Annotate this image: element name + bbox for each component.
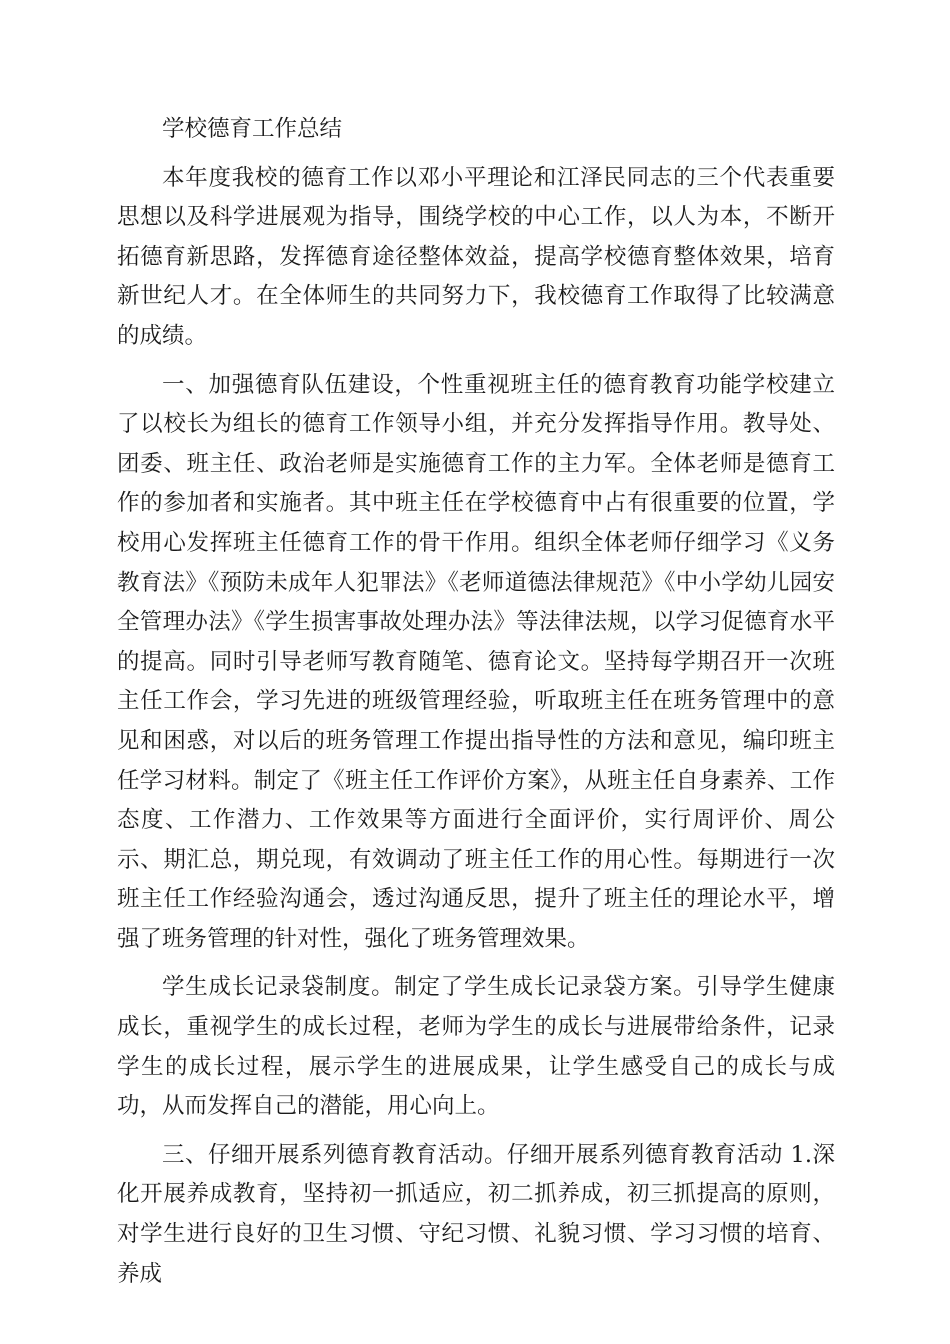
paragraph-intro: 本年度我校的德育工作以邓小平理论和江泽民同志的三个代表重要思想以及科学进展观为指导，围绕学校的中心工作，以人为本，不断开拓德育新思路，发挥德育途径整体效益，提高学校德育整体效果，培育新世纪人才。在全体师生的共同努力下，我校德育工作取得了比较满意的成绩。: [117, 164, 835, 349]
paragraph-section-three: 三、仔细开展系列德育教育活动。仔细开展系列德育教育活动 1.深化开展养成教育，坚持初一抓适应，初二抓养成，初三抓提高的原则，对学生进行良好的卫生习惯、守纪习惯、礼貌习惯、学习习惯的培育、养成: [117, 1141, 835, 1287]
document-title: 学校德育工作总结: [162, 116, 343, 142]
paragraph-growth-record: 学生成长记录袋制度。制定了学生成长记录袋方案。引导学生健康成长，重视学生的成长过程，老师为学生的成长与进展带给条件，记录学生的成长过程，展示学生的进展成果，让学生感受自己的成长与成功，从而发挥自己的潜能，用心向上。: [117, 974, 835, 1120]
paragraph-section-one: 一、加强德育队伍建设，个性重视班主任的德育教育功能学校建立了以校长为组长的德育工作领导小组，并充分发挥指导作用。教导处、团委、班主任、政治老师是实施德育工作的主力军。全体老师是德育工作的参加者和实施者。其中班主任在学校德育中占有很重要的位置，学校用心发挥班主任德育工作的骨干作用。组织全体老师仔细学习《义务教育法》《预防未成年人犯罪法》《老师道德法律规范》《中小学幼儿园安全管理办法》《学生损害事故处理办法》等法律法规，以学习促德育水平的提高。同时引导老师写教育随笔、德育论文。坚持每学期召开一次班主任工作会，学习先进的班级管理经验，听取班主任在班务管理中的意见和困惑，对以后的班务管理工作提出指导性的方法和意见，编印班主任学习材料。制定了《班主任工作评价方案》，从班主任自身素养、工作态度、工作潜力、工作效果等方面进行全面评价，实行周评价、周公示、期汇总，期兑现，有效调动了班主任工作的用心性。每期进行一次班主任工作经验沟通会，透过沟通反思，提升了班主任的理论水平，增强了班务管理的针对性，强化了班务管理效果。: [117, 371, 835, 952]
document-body: [117, 110, 835, 1303]
